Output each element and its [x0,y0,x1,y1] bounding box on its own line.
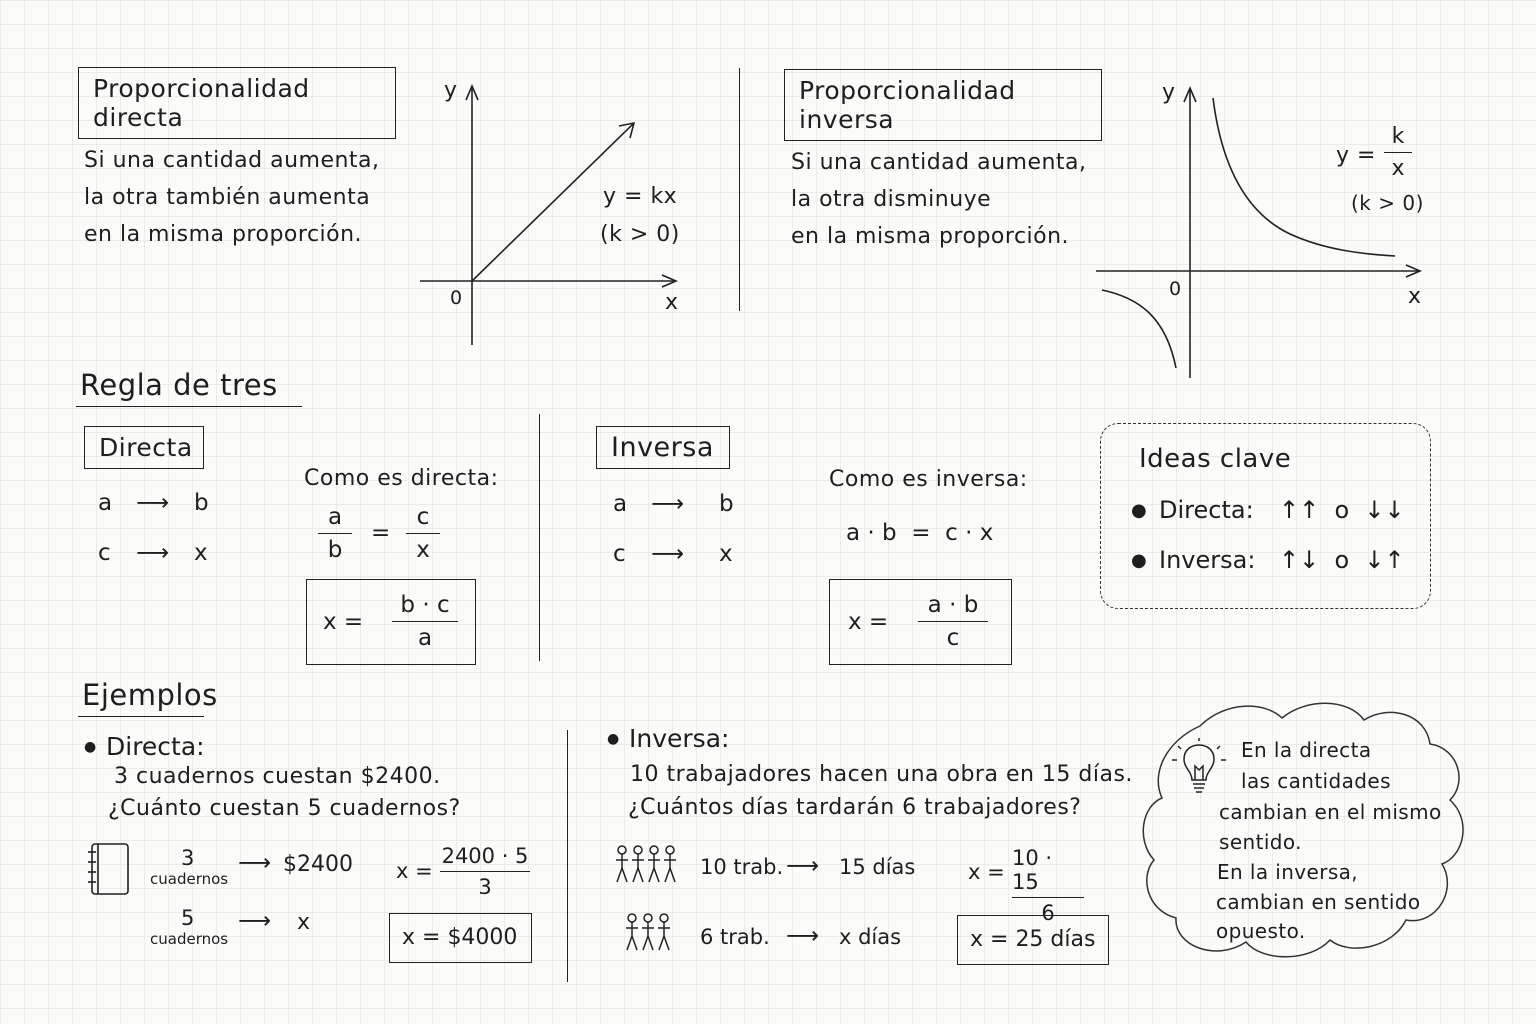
key-ideas-title: Ideas clave [1139,444,1292,474]
tip-line-3: cambian en el mismo [1219,800,1442,824]
rule-inverse-result-box [829,579,1012,665]
tip-line-6: cambian en sentido [1216,890,1421,914]
example-direct-label-row [84,732,205,761]
rule-direct-x: x [194,540,208,566]
rule-direct-result-num: b · c [400,592,450,618]
rule-direct-equals: = [371,520,391,546]
workers-6-icon [624,912,680,956]
rule-inverse-equation: a · b = c · x [846,520,994,546]
rule-inverse-b: b [719,491,734,517]
arrow-icon: ⟶ [238,908,271,934]
rule-direct-row-2 [98,540,208,566]
direct-graph-x-label: x [665,290,679,315]
example-inverse-calc-den: 6 [1041,901,1055,925]
example-inverse-calc-lhs: x = [968,860,1005,884]
arrow-icon: ⟶ [786,923,819,949]
tip-line-7: opuesto. [1216,919,1306,943]
direct-graph-condition: (k > 0) [600,222,680,247]
inverse-graph-x-label: x [1408,284,1422,309]
key-idea-inverse-label: Inversa: [1159,546,1256,574]
rule-inverse-result-num: a · b [927,592,979,618]
inverse-graph-condition: (k > 0) [1351,191,1424,215]
bullet-icon: ● [607,730,620,747]
example-direct-text-1: 3 cuadernos cuestan $2400. [114,764,441,789]
rule-direct-label: Directa [84,426,204,469]
rule-inverse-result-den: c [946,625,960,651]
example-inverse-r2-a: 6 trab. [700,925,770,949]
example-direct-r2-unit: cuadernos [150,930,229,948]
rule-direct-r-den: x [416,537,430,563]
inverse-desc-line-2: la otra disminuye [791,187,992,212]
arrow-icon: ⟶ [786,853,819,879]
inverse-title: Proporcionalidad inversa [784,69,1102,141]
direct-desc-line-3: en la misma proporción. [84,222,363,247]
key-idea-direct-label: Directa: [1159,496,1254,524]
inverse-graph-origin: 0 [1169,278,1182,300]
examples-divider [567,730,568,982]
bullet-icon: ● [1131,499,1147,521]
lightbulb-icon [1170,738,1230,800]
example-inverse-text-1: 10 trabajadores hacen una obra en 15 días. [630,762,1133,787]
example-direct-calc-num: 2400 · 5 [441,844,529,868]
rule-direct-b: b [194,490,209,516]
rule-inverse-explain: Como es inversa: [829,467,1028,492]
rule-inverse-result-fraction [918,592,988,651]
notebook-icon [86,840,136,900]
rule-inverse-c: c [613,541,626,567]
key-idea-direct [1131,496,1405,524]
workers-10-icon [614,844,686,888]
rule-inverse-result-lhs: x = [848,609,889,635]
example-inverse-label-row [607,724,729,753]
tip-line-1: En la directa [1241,738,1372,762]
rule-direct-fraction-right [406,504,440,563]
rule-inverse-label: Inversa [596,426,730,469]
example-direct-r2-val: x [297,910,311,935]
direct-graph-origin: 0 [450,287,463,309]
bullet-icon: ● [84,738,97,755]
direct-graph-formula: y = kx [603,184,678,209]
key-idea-inverse-arrows: ↑↓ o ↓↑ [1279,546,1405,574]
top-divider [739,68,740,311]
example-direct-r1-val: $2400 [283,852,353,877]
rule-heading: Regla de tres [76,368,302,407]
rule-direct-c: c [98,540,111,566]
example-direct-calc-lhs: x = [396,859,433,883]
rule-direct-a: a [98,490,113,516]
example-direct-calc-den: 3 [478,875,492,899]
tip-line-2: las cantidades [1241,769,1391,793]
inverse-desc-line-3: en la misma proporción. [791,224,1070,249]
rule-direct-result-box [306,579,476,665]
bullet-icon: ● [1131,549,1147,571]
tip-line-5: En la inversa, [1217,860,1359,884]
rule-direct-row-1 [98,490,209,516]
rule-direct-result-fraction [392,592,458,651]
example-direct-r1-num: 3 [181,846,195,870]
examples-heading: Ejemplos [78,678,204,717]
inverse-desc-line-1: Si una cantidad aumenta, [791,150,1087,175]
direct-graph-y-label: y [444,78,458,103]
example-direct-result-box [389,913,532,963]
example-inverse-text-2: ¿Cuántos días tardarán 6 trabajadores? [628,795,1082,820]
rule-inverse-row-2 [613,541,733,567]
example-direct-label: Directa: [106,732,205,761]
example-inverse-r2-b: x días [839,925,902,949]
rule-direct-result-lhs: x = [323,609,364,635]
tip-line-4: sentido. [1219,830,1302,854]
rule-direct-l-num: a [327,504,343,530]
direct-desc-line-2: la otra también aumenta [84,185,371,210]
rule-inverse-row-1 [613,491,734,517]
key-idea-direct-arrows: ↑↑ o ↓↓ [1279,496,1405,524]
rule-direct-fraction-left [318,504,352,563]
example-inverse-r1-a: 10 trab. [700,855,784,879]
direct-title: Proporcionalidad directa [78,67,396,139]
arrow-icon: ⟶ [136,490,169,516]
inverse-graph-formula-fraction [1384,124,1412,181]
arrow-icon: ⟶ [238,850,271,876]
example-inverse-result: x = 25 días [970,927,1096,952]
example-direct-result: x = $4000 [402,925,518,950]
rule-direct-result-den: a [417,625,433,651]
example-inverse-calc-fraction [1012,846,1084,925]
rule-direct-explain: Como es directa: [304,466,499,491]
rule-direct-l-den: b [327,537,343,563]
example-inverse-result-box [957,915,1109,965]
direct-desc-line-1: Si una cantidad aumenta, [84,148,380,173]
key-ideas-box [1100,423,1431,609]
example-inverse-label: Inversa: [629,724,730,753]
example-direct-r1-unit: cuadernos [150,870,229,888]
rule-inverse-x: x [719,541,733,567]
arrow-icon: ⟶ [136,540,169,566]
arrow-icon: ⟶ [651,541,684,567]
rule-inverse-a: a [613,491,628,517]
rule-divider [539,414,540,661]
example-direct-text-2: ¿Cuánto cuestan 5 cuadernos? [108,796,461,821]
example-direct-r2-num: 5 [181,906,195,930]
inverse-graph-formula-lhs: y = [1336,143,1376,168]
example-inverse-calc-num: 10 · 15 [1012,846,1053,894]
rule-direct-r-num: c [416,504,430,530]
example-inverse-r1-b: 15 días [839,855,916,879]
inverse-graph-formula-num: k [1391,124,1405,149]
inverse-graph-y-label: y [1162,80,1176,105]
inverse-graph-formula-den: x [1391,156,1405,181]
arrow-icon: ⟶ [651,491,684,517]
example-direct-calc-fraction [440,844,530,899]
key-idea-inverse [1131,546,1405,574]
